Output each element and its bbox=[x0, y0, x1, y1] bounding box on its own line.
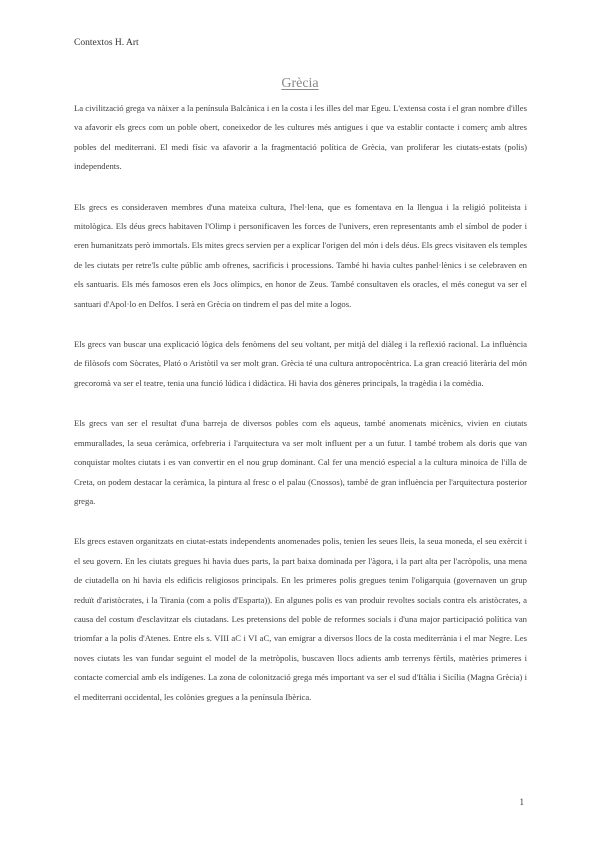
document-body bbox=[74, 99, 527, 728]
page-title: Grècia bbox=[281, 76, 319, 91]
page-header: Contextos H. Art bbox=[74, 38, 139, 48]
paragraph-5: Els grecs estaven organitzats en ciutat-estats independents anomenades polis, tenien les seues lleis, la seua moneda, el seu exèrcit i el seu govern. En les ciutats gregues hi havia dues parts, la part baixa dominada per l'àgora, i la part alta per l'acròpolis, una mena de ciutadella on hi havia els edificis religiosos principals. En les primeres polis gregues tenim l'oligarquia (governaven un grup reduït d'aristòcrates, i la Tirania (com a polis d'Esparta)). En algunes polis es van produir revoltes socials contra els aristòcrates, a causa del costum d'esclavitzar els ciutadans. Les pretensions del poble de reformes socials i d'una major participació política van triomfar a la polis d'Atenes. Entre els s. VIII aC i VI aC, van emigrar a diversos llocs de la costa mediterrània i el mar Negre. Les noves ciutats les van fundar seguint el model de la metròpolis, buscaven llocs adients amb terrenys fèrtils, matèries primeres i contacte comercial amb els indígenes. La zona de colonització grega més important va ser el sud d'Itàlia i Sicília (Magna Grècia) i el mediterrani occidental, les colònies gregues a la península Ibèrica. bbox=[74, 536, 527, 702]
paragraph-4: Els grecs van ser el resultat d'una barreja de diversos pobles com els aqueus, també anomenats micènics, vivien en ciutats emmurallades, la seua ceràmica, orfebreria i l'arquitectura va ser molt influent per a un futur. I també trobem als doris que van conquistar moltes ciutats i es van convertir en el nou grup dominant. Cal fer una menció especial a la cultura minoica de l'illa de Creta, on podem destacar la ceràmica, la pintura al fresc o el palau (Cnossos), també de gran influència per l'arquitectura posterior grega. bbox=[74, 418, 527, 506]
paragraph-3: Els grecs van buscar una explicació lògica dels fenòmens del seu voltant, per mitjà del diàleg i la reflexió racional. La influència de filòsofs com Sòcrates, Plató o Aristòtil va ser molt gran. Grècia té una cultura antropocèntrica. La gran creació literària del món grecoromà va ser el teatre, tenia una funció lúdica i didàctica. Hi havia dos gèneres principals, la tragèdia i la comèdia. bbox=[74, 339, 527, 388]
page-number: 1 bbox=[519, 797, 524, 807]
paragraph-1: La civilització grega va nàixer a la península Balcànica i en la costa i les illes del mar Egeu. L'extensa costa i el gran nombre d'illes va afavorir els grecs com un poble obert, coneixedor de les cultures més antigues i que va establir contacte i comerç amb altres pobles del mediterrani. El medi físic va afavorir a la fragmentació política de Grècia, van proliferar les ciutats-estats (polis) independents. bbox=[74, 103, 527, 172]
paragraph-2: Els grecs es consideraven membres d'una mateixa cultura, l'hel·lena, que es fomentava en la llengua i la religió politeista i mitològica. Els déus grecs habitaven l'Olimp i personificaven les forces de l'univers, eren representants amb el símbol de poder i eren humanitzats però immortals. Els mites grecs servien per a explicar l'origen del món i dels déus. Els grecs visitaven els temples de les ciutats per retre'ls culte públic amb ofrenes, sacrificis i processions. També hi havia cultes panhel·lènics i se celebraven en els santuaris. Els més famosos eren els Jocs olímpics, en honor de Zeus. També consultaven els oracles, el més conegut va ser el santuari d'Apol·lo en Delfos. I serà en Grècia on tindrem el pas del mite a logos. bbox=[74, 201, 527, 309]
